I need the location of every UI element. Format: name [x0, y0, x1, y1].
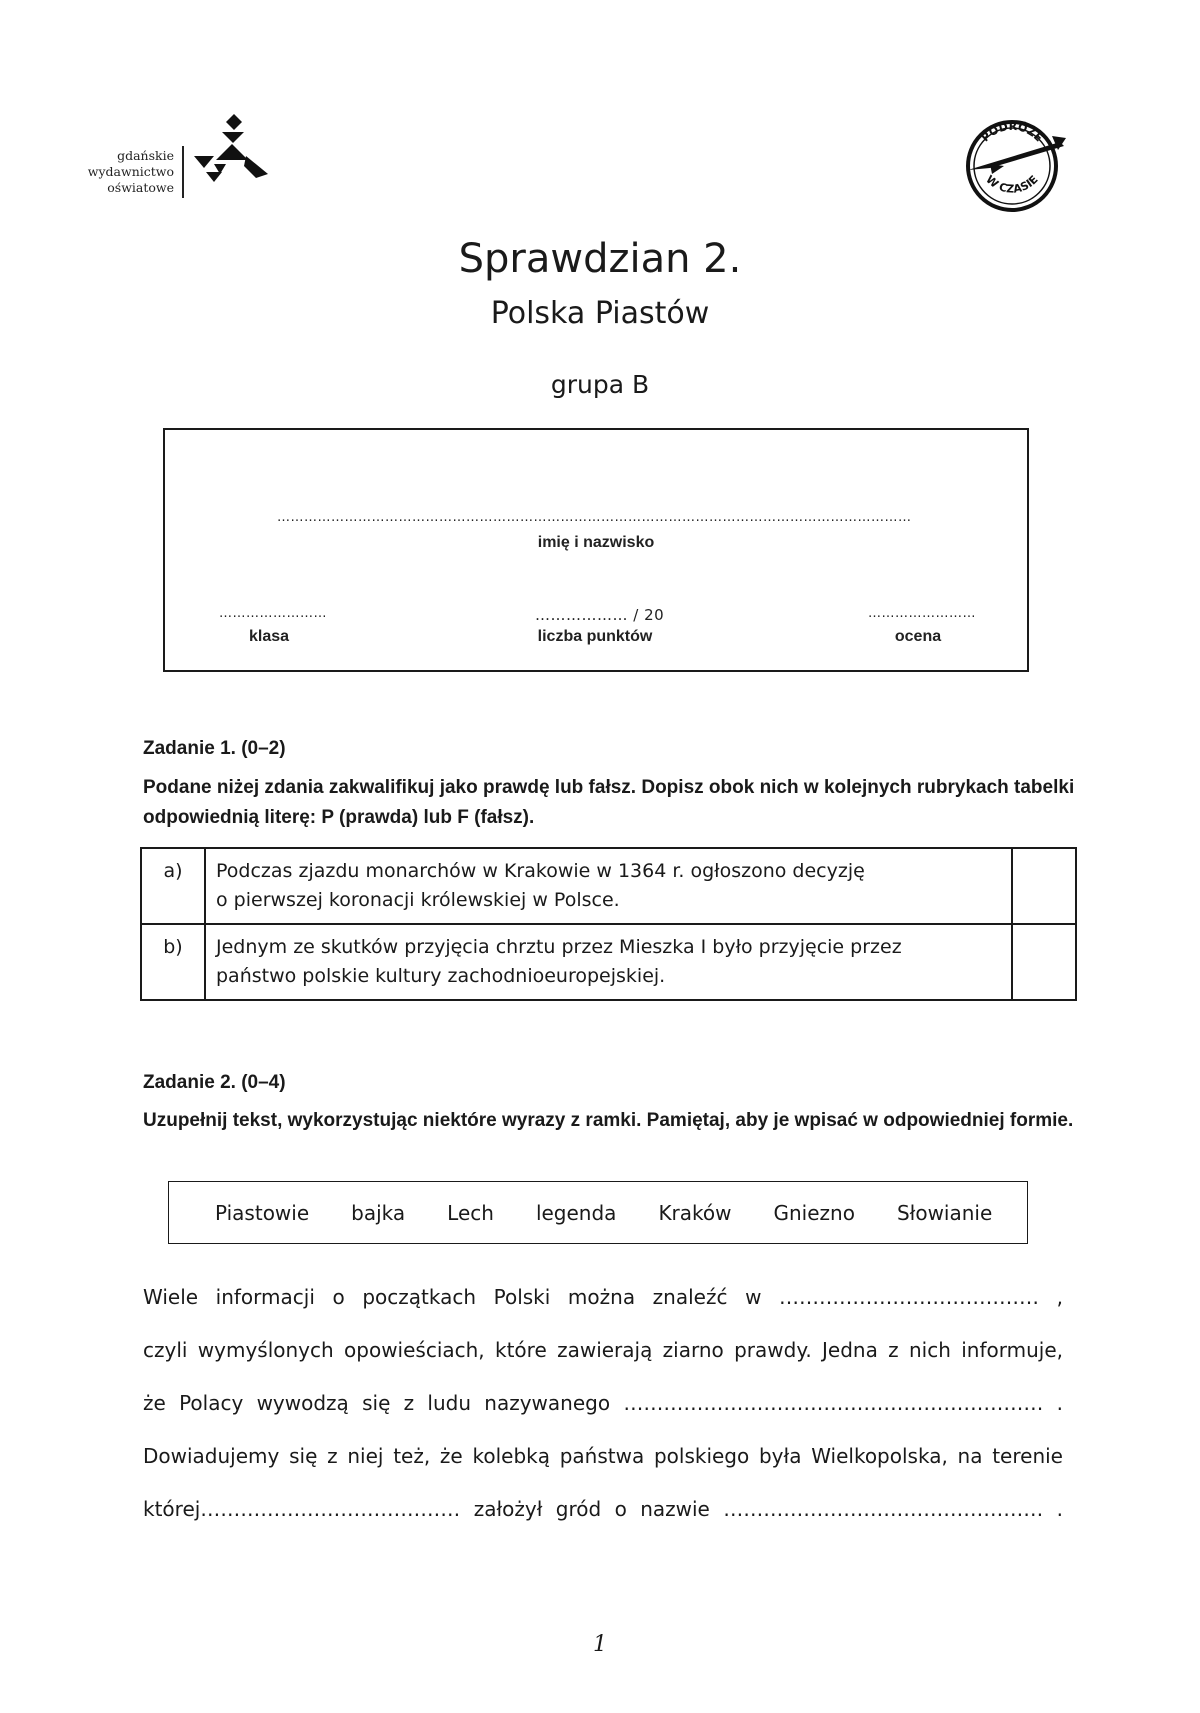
word-bank — [168, 1181, 1028, 1244]
publisher-divider — [182, 146, 184, 198]
row-label: a) — [141, 848, 205, 924]
student-info-box — [163, 428, 1029, 672]
row-label: b) — [141, 924, 205, 1000]
task-2-instruction: Uzupełnij tekst, wykorzystując niektóre wyrazy z ramki. Pamiętaj, aby je wpisać w odpowiedniej formie. — [143, 1110, 1074, 1131]
fill-in-line-2: czyli wymyślonych opowieściach, które zawierają ziarno prawdy. Jedna z nich informuje, — [143, 1338, 1063, 1362]
word-bank-item: Piastowie — [215, 1200, 310, 1225]
points-field[interactable]: ……………… / 20 — [535, 606, 665, 624]
statement-line: państwo polskie kultury zachodnioeuropejskiej. — [216, 965, 666, 987]
class-field[interactable]: …………………… — [219, 606, 327, 621]
badge-top-text: PODRÓŻE — [978, 119, 1046, 145]
svg-text:W CZASIE — [983, 173, 1040, 196]
statement-line: o pierwszej koronacji królewskiej w Polsce. — [216, 889, 620, 911]
task-1-instruction: Podane niżej zdania zakwalifikuj jako prawdę lub fałsz. Dopisz obok nich w kolejnych rubrykach tabelki odpowiednią literę: P (prawda) lub F (fałsz). — [143, 777, 1075, 828]
answer-cell-a[interactable] — [1012, 848, 1076, 924]
fill-in-line-4: Dowiadujemy się z niej też, że kolebką państwa polskiego była Wielkopolska, na terenie — [143, 1444, 1063, 1468]
word-bank-item: Gniezno — [773, 1200, 855, 1225]
fill-in-line-3[interactable]: że Polacy wywodzą się z ludu nazywanego ……………………………………………………… . — [143, 1391, 1063, 1415]
publisher-line-3: oświatowe — [107, 180, 174, 195]
tangram-figure-icon — [192, 112, 276, 188]
page-subtitle: Polska Piastów — [490, 296, 710, 331]
word-bank-item: Kraków — [658, 1200, 732, 1225]
statement-cell — [205, 848, 1012, 924]
statement-cell — [205, 924, 1012, 1000]
word-bank-item: Lech — [447, 1200, 494, 1225]
true-false-table — [140, 847, 1077, 1001]
badge-bottom-text: W CZASIE — [983, 172, 1041, 196]
page-title: Sprawdzian 2. — [458, 236, 742, 282]
grade-label: ocena — [894, 628, 942, 645]
svg-text:PODRÓŻE — [979, 120, 1046, 144]
statement-line: Podczas zjazdu monarchów w Krakowie w 1364 r. ogłoszono decyzję — [216, 860, 865, 882]
page-number: 1 — [593, 1632, 607, 1657]
group-label: grupa B — [550, 370, 650, 399]
publisher-line-1: gdańskie — [117, 148, 174, 163]
table-row — [141, 924, 1076, 1000]
word-bank-item: bajka — [351, 1200, 406, 1225]
fill-in-line-5[interactable]: której………………………………… założył gród o nazwie ………………………………………… . — [143, 1497, 1063, 1521]
table-row — [141, 848, 1076, 924]
word-bank-item: Słowianie — [896, 1200, 993, 1225]
publisher-line-2: wydawnictwo — [87, 164, 174, 179]
class-label: klasa — [248, 628, 290, 645]
fill-in-line-1[interactable]: Wiele informacji o początkach Polski można znaleźć w ………………………………… , — [143, 1285, 1063, 1309]
name-field[interactable]: …………………………………………………………………………………………………………………………… — [277, 510, 912, 525]
name-label: imię i nazwisko — [537, 534, 655, 551]
word-bank-item: legenda — [535, 1200, 617, 1225]
podroze-w-czasie-badge — [960, 112, 1068, 212]
publisher-name — [60, 148, 174, 196]
points-label: liczba punktów — [537, 628, 653, 645]
grade-field[interactable]: …………………… — [868, 606, 976, 621]
task-2-heading: Zadanie 2. (0–4) — [143, 1072, 286, 1093]
task-1-heading: Zadanie 1. (0–2) — [143, 738, 286, 759]
statement-line: Jednym ze skutków przyjęcia chrztu przez Mieszka I było przyjęcie przez — [216, 936, 902, 958]
answer-cell-b[interactable] — [1012, 924, 1076, 1000]
